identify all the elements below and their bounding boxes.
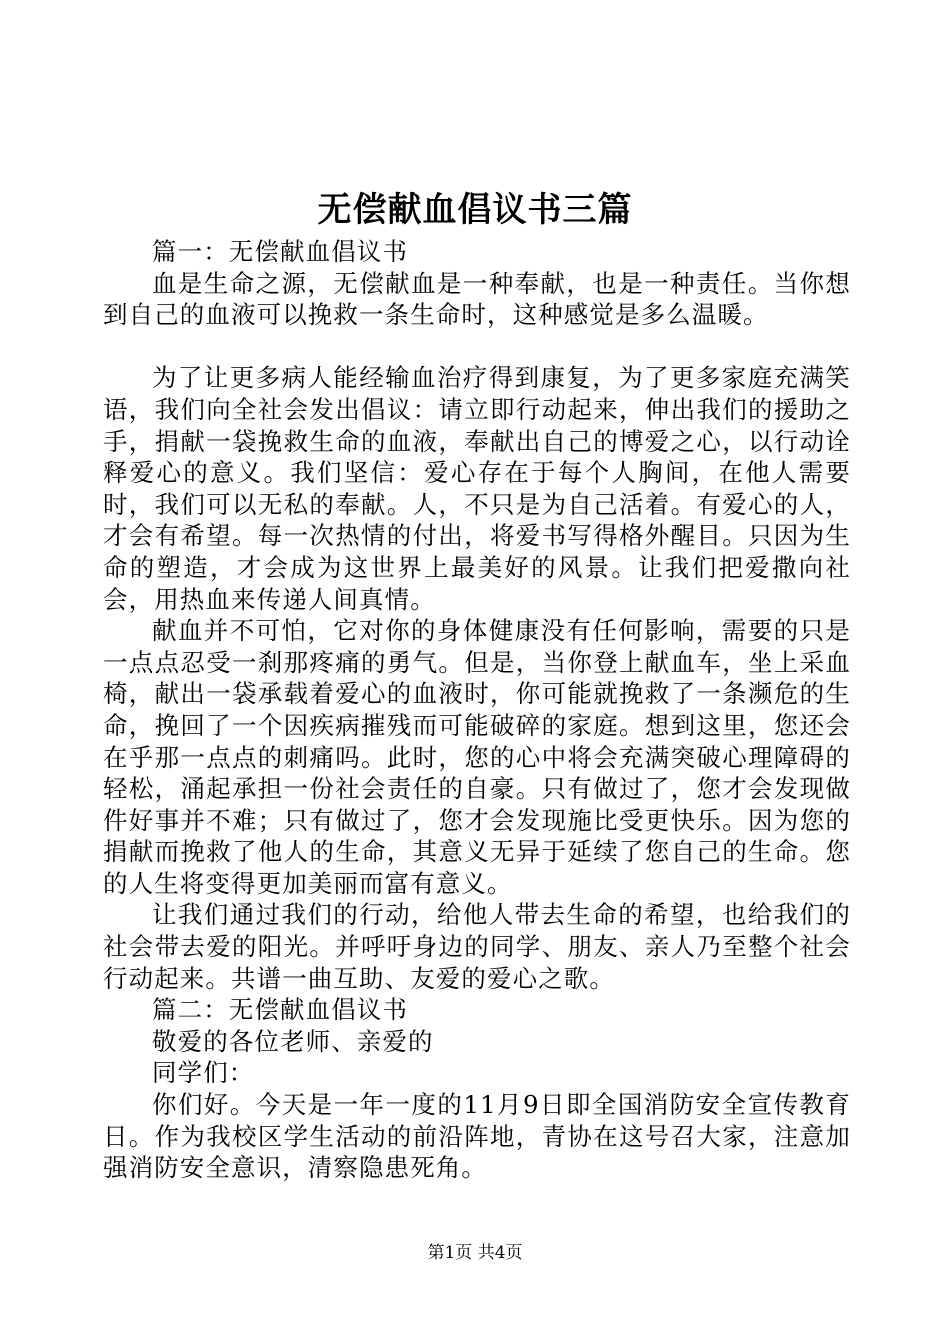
paragraph-closing: 让我们通过我们的行动，给他人带去生命的希望，也给我们的社会带去爱的阳光。并呼吁身边的同学、朋友、亲人乃至整个社会行动起来。共谱一曲互助、友爱的爱心之歌。 [103,900,851,993]
salutation-line-1: 敬爱的各位老师、亲爱的 [152,1026,434,1056]
paragraph-intro: 血是生命之源，无偿献血是一种奉献，也是一种责任。当你想到自己的血液可以挽救一条生命时，这种感觉是多么温暖。 [103,268,851,330]
paragraph-courage: 献血并不可怕，它对你的身体健康没有任何影响，需要的只是一点点忍受一刹那疼痛的勇气。但是，当你登上献血车，坐上采血椅，献出一袋承载着爱心的血液时，你可能就挽救了一条濒危的生命，挽回了一个因疾病摧残而可能破碎的家庭。想到这里，您还会在乎那一点点的刺痛吗。此时，您的心中将会充满突破心理障碍的轻松，涌起承担一份社会责任的自豪。只有做过了，您才会发现做件好事并不难；只有做过了，您才会发现施比受更快乐。因为您的捐献而挽救了他人的生命，其意义无异于延续了您自己的生命。您的人生将变得更加美丽而富有意义。 [103,616,851,898]
document-body [103,236,851,1184]
section-heading-1: 篇一：无偿献血倡议书 [152,237,408,266]
page-number-footer: 第1页 共4页 [427,1243,523,1263]
document-title: 无偿献血倡议书三篇 [317,190,633,230]
paragraph-appeal: 为了让更多病人能经输血治疗得到康复，为了更多家庭充满笑语，我们向全社会发出倡议：请立即行动起来，伸出我们的援助之手，捐献一袋挽救生命的血液，奉献出自己的博爱之心，以行动诠释爱心的意义。我们坚信：爱心存在于每个人胸间，在他人需要时，我们可以无私的奉献。人，不只是为自己活着。有爱心的人，才会有希望。每一次热情的付出，将爱书写得格外醒目。只因为生命的塑造，才会成为这世界上最美好的风景。让我们把爱撒向社会，用热血来传递人间真情。 [103,363,851,614]
salutation-line-2: 同学们： [152,1058,255,1088]
paragraph-fire-safety: 你们好。今天是一年一度的11月9日即全国消防安全宣传教育日。作为我校区学生活动的前沿阵地，青协在这号召大家，注意加强消防安全意识，清察隐患死角。 [103,1090,851,1183]
section-heading-2: 篇二：无偿献血倡议书 [152,995,408,1025]
